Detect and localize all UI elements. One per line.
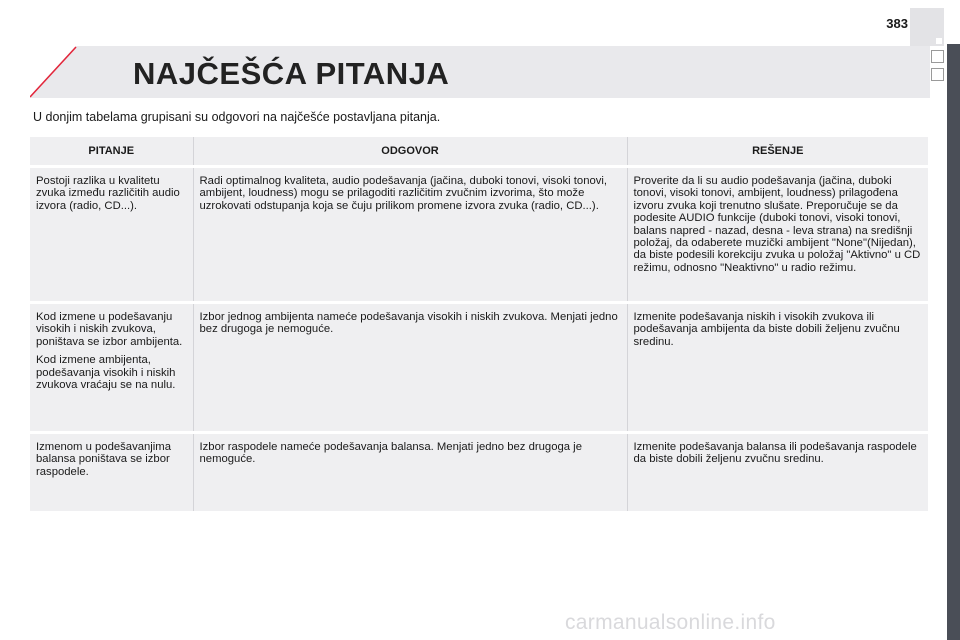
page-number: 383 (886, 16, 908, 31)
table-row (30, 433, 928, 511)
question-cell (30, 167, 193, 303)
page-title: NAJČEŠĆA PITANJA (133, 56, 450, 91)
header-solution: REŠENJE (627, 137, 928, 167)
answer-cell: Radi optimalnog kvaliteta, audio podešavanja (jačina, duboki tonovi, visoki tonovi, ambijent, loudness) mogu se prilagoditi različitim zvučnim izvorima, što može uzrokovati odstupanja koja se čuju prilikom promene izvora zvuka (radio, CD...). (193, 167, 627, 303)
solution-cell: Izmenite podešavanja niskih i visokih zvukova ili podešavanja ambijenta da biste dobili željenu zvučnu sredinu. (627, 303, 928, 433)
header-answer: ODGOVOR (193, 137, 627, 167)
watermark: carmanualsonline.info (565, 611, 776, 634)
question-text: Izmenom u podešavanjima balansa poništava se izbor raspodele. (36, 441, 172, 478)
intro-text: U donjim tabelama grupisani su odgovori na najčešće postavljana pitanja. (33, 110, 441, 124)
solution-cell: Proverite da li su audio podešavanja (jačina, duboki tonovi, visoki tonovi, ambijent, loudness) prilagođena izvoru zvuka koji trenutno slušate. Preporučuje se da podesite AUDIO funkcije (duboki tonovi, visoki tonovi, balans napred - nazad, desna - leva strana) na središnji položaj, da odaberete muzički ambijent "None"(Nijedan), da biste podesili korekciju zvuka u položaj "Aktivno" u CD režimu, odnosno "Neaktivno" u radio režimu. (627, 167, 928, 303)
header-question: PITANJE (30, 137, 193, 167)
corner-tab (910, 8, 944, 46)
side-marker-box (931, 50, 944, 63)
question-text: Kod izmene ambijenta, podešavanja visokih i niskih zvukova vraćaju se na nulu. (36, 354, 176, 392)
table-row (30, 303, 928, 433)
solution-cell: Izmenite podešavanja balansa ili podešavanja raspodele da biste dobili željenu zvučnu sredinu. (627, 433, 928, 511)
answer-cell: Izbor raspodele nameće podešavanja balansa. Menjati jedno bez drugoga je nemoguće. (193, 433, 627, 511)
table-header-row (30, 137, 928, 167)
question-cell (30, 433, 193, 511)
question-cell (30, 303, 193, 433)
question-text: Kod izmene u podešavanju visokih i niskih zvukova, poništava se izbor ambijenta. (36, 311, 183, 348)
question-text: Postoji razlika u kvalitetu zvuka između različitih audio izvora (radio, CD...). (36, 175, 180, 212)
faq-table (30, 137, 928, 511)
side-strip (947, 44, 960, 640)
table-row (30, 167, 928, 303)
side-marker-box (931, 68, 944, 81)
answer-cell: Izbor jednog ambijenta nameće podešavanja visokih i niskih zvukova. Menjati jedno bez drugoga je nemoguće. (193, 303, 627, 433)
